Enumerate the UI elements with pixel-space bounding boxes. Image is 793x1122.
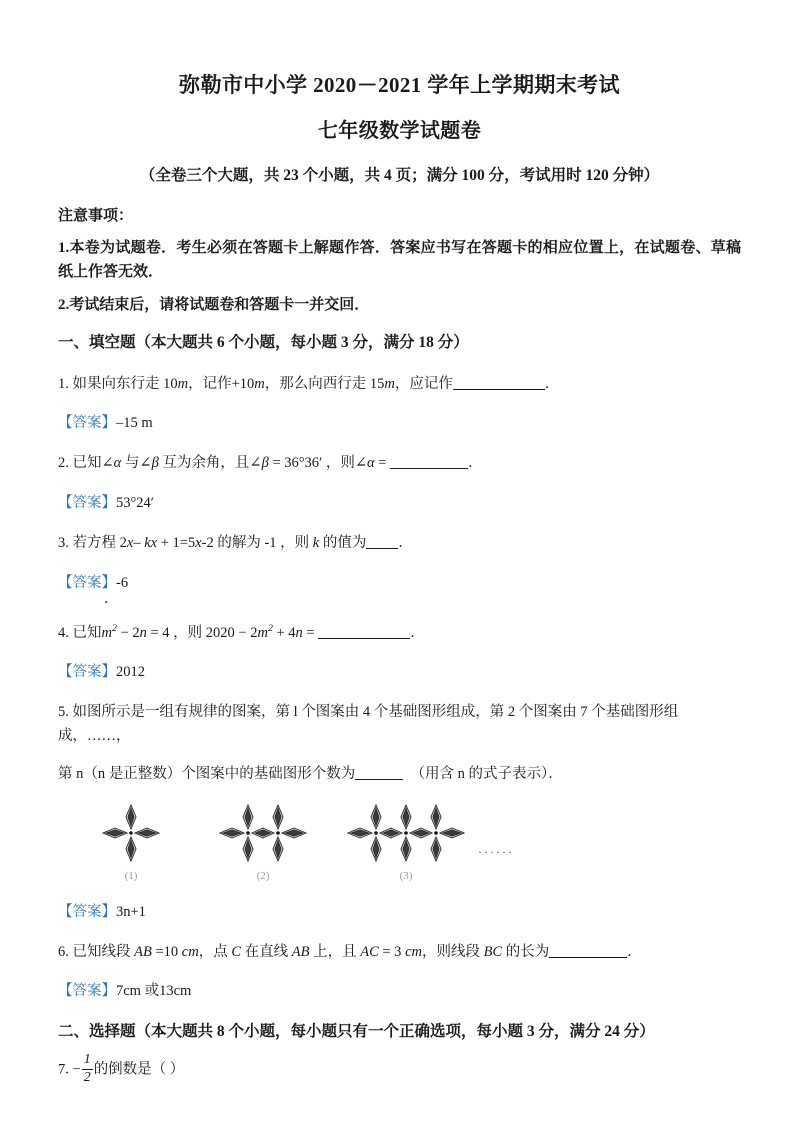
question-2-var-beta: β bbox=[151, 455, 159, 472]
answer-label: 【答案】 bbox=[58, 494, 116, 511]
question-1-number: 1. bbox=[58, 375, 69, 392]
question-2-period: ． bbox=[468, 455, 483, 472]
question-1-unit-b: m bbox=[254, 375, 265, 392]
answer-value: 2012 bbox=[116, 664, 145, 681]
answer-value: 53°24′ bbox=[116, 494, 154, 511]
question-4-exp-a: 2 bbox=[111, 622, 117, 634]
notice-line-1: 1.本卷为试题卷．考生必须在答题卡上解题作答．答案应书写在答题卡的相应位置上，在试题卷、草稿纸上作答无效． bbox=[58, 240, 741, 281]
question-6-number: 6. bbox=[58, 943, 69, 960]
answer-2 bbox=[58, 492, 741, 515]
answer-label: 【答案】 bbox=[58, 574, 116, 591]
question-4-text-d: + 4 bbox=[272, 624, 296, 641]
pattern-figure-group bbox=[58, 801, 741, 893]
question-3-text-a: 若方程 2 bbox=[72, 535, 127, 552]
question-2 bbox=[58, 452, 741, 475]
answer-label: 【答案】 bbox=[58, 415, 116, 432]
question-4 bbox=[58, 621, 741, 645]
answer-label: 【答案】 bbox=[58, 664, 116, 681]
answer-blank bbox=[549, 957, 627, 958]
question-5-text-line-2b: （用含 n 的式子表示）． bbox=[410, 766, 563, 783]
question-6 bbox=[58, 941, 741, 964]
answer-blank bbox=[453, 389, 545, 390]
question-1-text-b: ，记作+10 bbox=[188, 375, 255, 392]
question-1-unit-a: m bbox=[177, 375, 189, 392]
question-3-var-x-2: x bbox=[195, 535, 202, 552]
pattern-figure-2 bbox=[200, 801, 326, 882]
question-3 bbox=[58, 532, 741, 555]
notice-line-2: 2.考试结束后，请将试题卷和答题卡一并交回． bbox=[58, 296, 370, 313]
question-3-text-e: 的值为 bbox=[319, 535, 367, 552]
question-3-text-b: – bbox=[133, 535, 145, 552]
question-5-continued bbox=[58, 763, 741, 786]
question-6-point-c: C bbox=[231, 943, 241, 960]
question-3-number: 3. bbox=[58, 535, 69, 552]
answer-blank bbox=[390, 468, 468, 469]
question-7-sign: − bbox=[72, 1061, 81, 1078]
question-6-seg-ac: AC bbox=[360, 943, 379, 960]
question-7-number: 7. bbox=[58, 1061, 69, 1078]
question-6-text-b: =10 bbox=[151, 943, 182, 960]
question-3-text-d: -2 的解为 -1 ，则 bbox=[201, 535, 313, 552]
question-2-number: 2. bbox=[58, 455, 69, 472]
answer-value: –15 m bbox=[116, 415, 153, 432]
exam-meta-line: （全卷三个大题，共 23 个小题，共 4 页；满分 100 分，考试用时 120 分钟） bbox=[139, 166, 660, 184]
question-3-var-k: k bbox=[312, 535, 320, 552]
question-4-var-m: m bbox=[101, 624, 112, 641]
question-1-text-a: 如果向东行走 10 bbox=[72, 375, 178, 392]
question-4-number: 4. bbox=[58, 624, 69, 641]
question-4-text-a: 已知 bbox=[72, 624, 102, 641]
question-1-period: ． bbox=[544, 375, 560, 392]
answer-label: 【答案】 bbox=[58, 983, 116, 1000]
flower-pattern-3-icon bbox=[323, 801, 489, 865]
notice-heading: 注意事项： bbox=[58, 207, 134, 224]
question-6-text-g: ，则线段 bbox=[421, 943, 484, 960]
question-6-text-h: 的长为 bbox=[502, 943, 550, 960]
fraction-numerator: 1 bbox=[83, 1052, 91, 1068]
question-4-text-c: = 4 ，则 2020 − 2 bbox=[146, 624, 258, 641]
question-2-text-d: = 36°36′ ，则∠ bbox=[268, 455, 367, 472]
answer-blank bbox=[318, 638, 410, 639]
question-2-text-e: = bbox=[374, 455, 391, 472]
answer-6 bbox=[58, 980, 741, 1003]
question-6-unit-b: cm bbox=[405, 943, 422, 960]
question-4-period: ． bbox=[410, 624, 425, 641]
question-6-unit-a: cm bbox=[181, 943, 199, 960]
answer-label: 【答案】 bbox=[58, 903, 116, 920]
question-6-text-e: 上，且 bbox=[309, 943, 361, 960]
question-6-period: ． bbox=[627, 943, 642, 960]
fraction-denominator: 2 bbox=[83, 1070, 91, 1085]
question-2-var-alpha: α bbox=[113, 455, 122, 472]
question-3-period: ． bbox=[398, 535, 413, 552]
pattern-figure-3 bbox=[323, 801, 489, 882]
answer-5 bbox=[58, 901, 741, 924]
question-2-text-b: 与∠ bbox=[121, 455, 152, 472]
answer-value: -6 bbox=[116, 574, 129, 591]
question-1-text-c: ，那么向西行走 15 bbox=[264, 375, 385, 392]
pattern-figure-3-caption: (3) bbox=[399, 869, 413, 882]
page-title: 弥勒市中小学 2020－2021 学年上学期期末考试 bbox=[179, 73, 620, 97]
flower-pattern-1-icon bbox=[88, 801, 174, 865]
question-3-var-x: x bbox=[126, 535, 134, 552]
answer-blank bbox=[355, 779, 403, 780]
question-4-text-e: = bbox=[302, 624, 319, 641]
question-6-text-c: ，点 bbox=[198, 943, 232, 960]
question-4-var-n: n bbox=[139, 624, 147, 641]
question-3-text-c: + 1=5 bbox=[157, 535, 196, 552]
fraction-one-half bbox=[82, 1053, 93, 1085]
answer-4 bbox=[58, 661, 741, 684]
question-5 bbox=[58, 701, 741, 748]
question-4-var-m-2: m bbox=[257, 624, 268, 641]
section-heading-fill-in-blank: 一、填空题（本大题共 6 个小题，每小题 3 分，满分 18 分） bbox=[58, 333, 469, 351]
answer-value: 3n+1 bbox=[116, 903, 146, 920]
question-1-text-d: ，应记作 bbox=[394, 375, 453, 392]
answer-blank bbox=[366, 548, 398, 549]
question-2-var-beta-2: β bbox=[261, 455, 269, 472]
question-1-unit-c: m bbox=[384, 375, 395, 392]
pattern-figure-1 bbox=[88, 801, 174, 882]
section-heading-multiple-choice: 二、选择题（本大题共 8 个小题，每小题只有一个正确选项，每小题 3 分，满分 24 分） bbox=[58, 1022, 655, 1040]
question-6-seg-ab: AB bbox=[134, 943, 152, 960]
pattern-figure-1-caption: (1) bbox=[124, 869, 138, 882]
question-4-exp-b: 2 bbox=[267, 622, 273, 634]
answer-value: 7cm 或13cm bbox=[116, 983, 192, 1000]
question-7 bbox=[58, 1054, 741, 1086]
question-6-text-a: 已知线段 bbox=[72, 943, 135, 960]
stray-period: ． bbox=[104, 591, 118, 607]
flower-pattern-2-icon bbox=[200, 801, 326, 865]
page-subtitle: 七年级数学试题卷 bbox=[317, 119, 482, 142]
question-4-text-b: − 2 bbox=[116, 624, 140, 641]
question-3-var-kx: kx bbox=[144, 535, 158, 552]
question-1 bbox=[58, 373, 741, 396]
question-6-seg-ab-2: AB bbox=[291, 943, 310, 960]
question-4-var-n-2: n bbox=[295, 624, 303, 641]
question-6-text-f: = 3 bbox=[378, 943, 406, 960]
pattern-ellipsis: ······ bbox=[478, 844, 514, 859]
answer-1 bbox=[58, 412, 741, 435]
question-7-text: 的倒数是（ ） bbox=[93, 1061, 185, 1078]
question-5-number: 5. bbox=[58, 704, 69, 721]
question-5-text-line-1: 如图所示是一组有规律的图案，第 l 个图案由 4 个基础图形组成，第 2 个图案由 7 个基础图形组成，……， bbox=[58, 704, 679, 744]
question-2-text-a: 已知∠ bbox=[72, 455, 114, 472]
answer-3 bbox=[58, 572, 741, 607]
question-6-text-d: 在直线 bbox=[241, 943, 292, 960]
question-5-text-line-2a: 第 n（n 是正整数）个图案中的基础图形个数为 bbox=[58, 766, 356, 783]
question-6-seg-bc: BC bbox=[483, 943, 503, 960]
pattern-figure-2-caption: (2) bbox=[256, 869, 270, 882]
question-2-var-alpha-2: α bbox=[367, 455, 375, 472]
question-2-text-c: 互为余角，且∠ bbox=[158, 455, 262, 472]
